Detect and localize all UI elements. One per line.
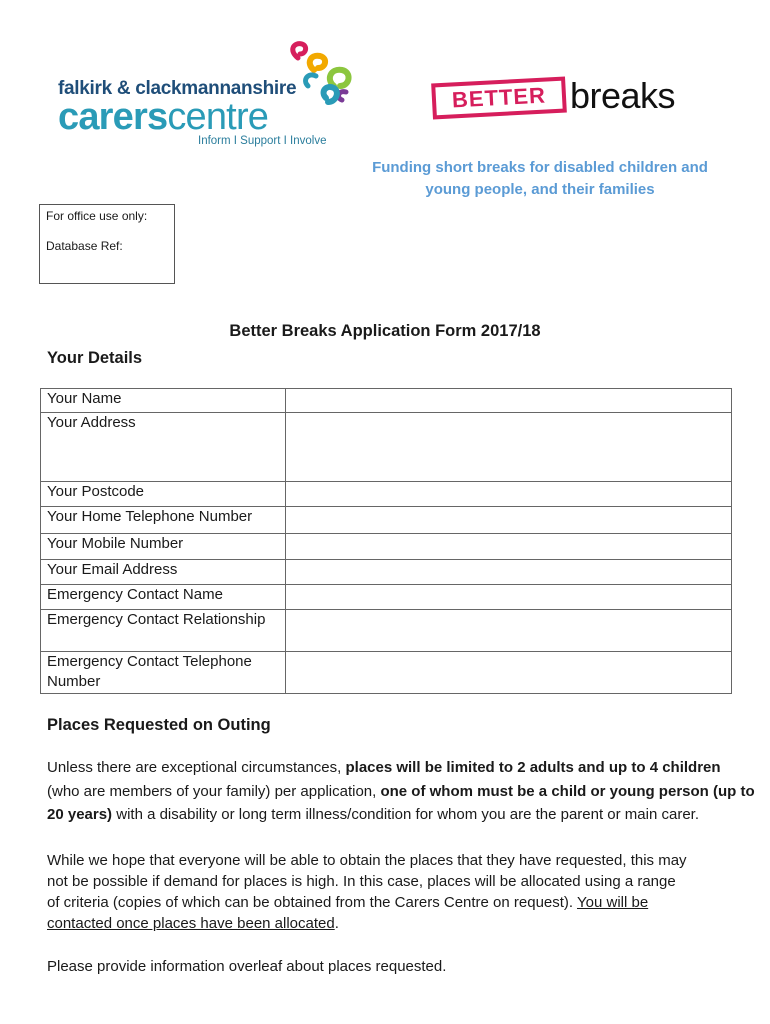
row-label: Your Home Telephone Number (41, 507, 286, 534)
table-row (41, 389, 732, 413)
para1-text-3: with a disability or long term illness/condition for whom you are the parent or main carer. (112, 806, 700, 823)
table-row (41, 413, 732, 482)
carers-logo-carers: carers (58, 96, 168, 138)
table-row (41, 585, 732, 610)
postcode-field[interactable] (286, 482, 732, 507)
better-breaks-logo (432, 72, 702, 132)
para1-text-1: Unless there are exceptional circumstances, (47, 759, 346, 776)
table-row (41, 610, 732, 652)
overleaf-note: Please provide information overleaf about places requested. (47, 958, 447, 975)
places-limit-paragraph (47, 756, 757, 827)
carers-logo-wordmark (58, 95, 268, 139)
breaks-word: breaks (570, 75, 676, 116)
carers-centre-logo (58, 40, 358, 152)
carers-logo-centre: centre (167, 96, 269, 138)
name-field[interactable] (286, 389, 732, 413)
row-label: Your Postcode (41, 482, 286, 507)
table-row (41, 560, 732, 585)
emergency-name-field[interactable] (286, 585, 732, 610)
row-label: Your Name (41, 389, 286, 413)
table-row (41, 534, 732, 560)
row-label: Emergency Contact Telephone Number (41, 652, 286, 694)
form-title: Better Breaks Application Form 2017/18 (229, 322, 541, 340)
mobile-field[interactable] (286, 534, 732, 560)
para1-bold-2: one of whom must be a child or young person (up to 20 years) (47, 782, 755, 823)
para1-text-2: (who are members of your family) per application, (47, 782, 381, 800)
para2-underline: You will be contacted once places have been allocated (47, 894, 649, 932)
emergency-phone-field[interactable] (286, 652, 732, 694)
row-label: Your Mobile Number (41, 534, 286, 560)
table-row (41, 507, 732, 534)
funding-tagline: Funding short breaks for disabled children and young people, and their families (372, 159, 708, 198)
row-label: Emergency Contact Relationship (41, 610, 286, 652)
home-phone-field[interactable] (286, 507, 732, 534)
better-box: BETTER (431, 77, 567, 120)
row-label: Your Address (41, 413, 286, 482)
office-use-box (39, 204, 175, 284)
details-table (40, 388, 732, 694)
row-label: Your Email Address (41, 560, 286, 585)
office-use-label: For office use only: (46, 209, 148, 223)
allocation-paragraph (47, 850, 687, 934)
carers-logo-region: falkirk & clackmannanshire (58, 78, 297, 99)
email-field[interactable] (286, 560, 732, 585)
table-row (41, 482, 732, 507)
database-ref-label: Database Ref: (46, 239, 123, 253)
address-field[interactable] (286, 413, 732, 482)
para2-text-2: . (334, 915, 339, 932)
your-details-heading: Your Details (47, 349, 143, 367)
row-label: Emergency Contact Name (41, 585, 286, 610)
carers-swirl-icon (284, 40, 358, 112)
emergency-relationship-field[interactable] (286, 610, 732, 652)
para2-text-1: While we hope that everyone will be able to obtain the places that they have requested, this may not be possible if demand for places is high. In this case, places will be allocated using a range of criteria (copies of which can be obtained from the Carers Centre on request). (47, 852, 687, 911)
places-heading: Places Requested on Outing (47, 716, 271, 734)
table-row (41, 652, 732, 694)
para1-bold-1: places will be limited to 2 adults and up to 4 children (345, 759, 721, 776)
carers-logo-tagline: Inform I Support I Involve (198, 135, 327, 147)
